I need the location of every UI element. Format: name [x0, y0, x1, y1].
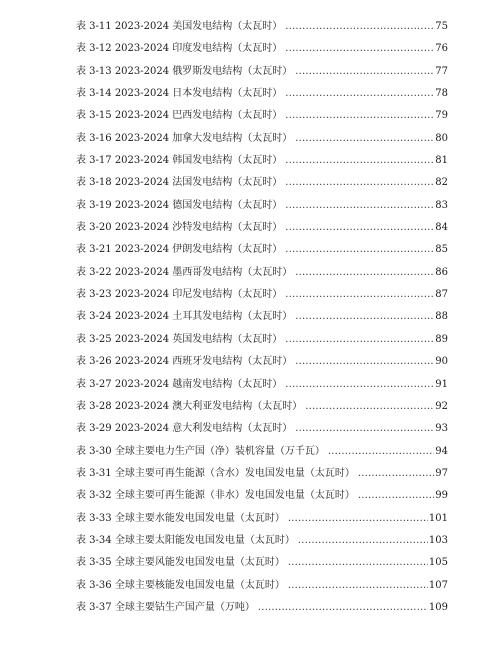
- toc-entry-label: 表 3-19 2023-2024 德国发电结构（太瓦时）: [76, 199, 283, 211]
- toc-leader-dots: [288, 557, 428, 569]
- toc-entry-label: 表 3-29 2023-2024 意大利发电结构（太瓦时）: [76, 423, 293, 435]
- toc-leader-dots: [285, 200, 434, 212]
- toc-entry-label: 表 3-33 全球主要水能发电国发电量（太瓦时）: [76, 512, 285, 524]
- toc-entry-label: 表 3-27 2023-2024 越南发电结构（太瓦时）: [76, 378, 283, 390]
- toc-entry[interactable]: [76, 110, 448, 132]
- toc-leader-dots: [285, 177, 434, 189]
- toc-entry[interactable]: [76, 267, 448, 289]
- toc-entry[interactable]: [76, 88, 448, 110]
- toc-entry[interactable]: [76, 66, 448, 88]
- toc-page-number: 88: [435, 311, 448, 323]
- toc-page-number: 89: [435, 333, 448, 345]
- toc-entry-label: 表 3-13 2023-2024 俄罗斯发电结构（太瓦时）: [76, 65, 293, 77]
- toc-entry-label: 表 3-20 2023-2024 沙特发电结构（太瓦时）: [76, 222, 283, 234]
- toc-entry[interactable]: [76, 557, 448, 579]
- toc-leader-dots: [295, 133, 434, 145]
- toc-page-number: 79: [435, 110, 448, 122]
- toc-page-number: 97: [435, 467, 448, 479]
- toc-entry[interactable]: [76, 21, 448, 43]
- toc-leader-dots: [305, 401, 434, 413]
- toc-leader-dots: [285, 334, 434, 346]
- toc-entry-label: 表 3-12 2023-2024 印度发电结构（太瓦时）: [76, 43, 283, 55]
- toc-leader-dots: [258, 602, 428, 614]
- toc-entry-label: 表 3-34 全球主要太阳能发电国发电量（太瓦时）: [76, 534, 295, 546]
- toc-page-number: 101: [428, 512, 448, 524]
- toc-entry[interactable]: [76, 423, 448, 445]
- toc-leader-dots: [295, 423, 434, 435]
- toc-entry[interactable]: [76, 602, 448, 624]
- toc-entry[interactable]: [76, 311, 448, 333]
- toc-leader-dots: [288, 580, 428, 592]
- toc-leader-dots: [285, 43, 434, 55]
- toc-entry-label: 表 3-14 2023-2024 日本发电结构（太瓦时）: [76, 88, 283, 100]
- toc-entry-label: 表 3-32 全球主要可再生能源（非水）发电国发电量（太瓦时）: [76, 490, 355, 502]
- toc-page-number: 82: [435, 177, 448, 189]
- toc-entry[interactable]: [76, 468, 448, 490]
- toc-page-number: 76: [435, 43, 448, 55]
- toc-leader-dots: [285, 379, 434, 391]
- toc-entry-label: 表 3-23 2023-2024 印尼发电结构（太瓦时）: [76, 289, 283, 301]
- toc-page-number: 85: [435, 244, 448, 256]
- toc-page-number: 105: [428, 557, 448, 569]
- toc-page-number: 99: [435, 490, 448, 502]
- toc-entry-label: 表 3-11 2023-2024 美国发电结构（太瓦时）: [76, 21, 283, 32]
- toc-page-number: 107: [428, 579, 448, 591]
- toc-entry[interactable]: [76, 580, 448, 602]
- toc-leader-dots: [285, 21, 434, 33]
- table-of-contents: [76, 21, 448, 624]
- toc-leader-dots: [295, 66, 434, 78]
- toc-entry-label: 表 3-28 2023-2024 澳大利亚发电结构（太瓦时）: [76, 400, 303, 412]
- toc-entry-label: 表 3-35 全球主要风能发电国发电量（太瓦时）: [76, 557, 285, 569]
- toc-leader-dots: [288, 513, 428, 525]
- toc-leader-dots: [328, 446, 434, 458]
- toc-entry-label: 表 3-22 2023-2024 墨西哥发电结构（太瓦时）: [76, 266, 293, 278]
- toc-entry[interactable]: [76, 177, 448, 199]
- toc-leader-dots: [285, 244, 434, 256]
- toc-page-number: 78: [435, 88, 448, 100]
- toc-entry-label: 表 3-21 2023-2024 伊朗发电结构（太瓦时）: [76, 244, 283, 256]
- toc-entry-label: 表 3-18 2023-2024 法国发电结构（太瓦时）: [76, 177, 283, 189]
- toc-entry-label: 表 3-15 2023-2024 巴西发电结构（太瓦时）: [76, 110, 283, 122]
- toc-leader-dots: [295, 311, 434, 323]
- toc-page-number: 109: [428, 601, 448, 613]
- toc-entry[interactable]: [76, 513, 448, 535]
- toc-page-number: 75: [435, 21, 448, 32]
- toc-entry[interactable]: [76, 222, 448, 244]
- toc-page-number: 86: [435, 266, 448, 278]
- toc-leader-dots: [285, 155, 434, 167]
- toc-page-number: 91: [435, 378, 448, 390]
- toc-entry[interactable]: [76, 133, 448, 155]
- toc-leader-dots: [285, 289, 434, 301]
- toc-entry-label: 表 3-17 2023-2024 韩国发电结构（太瓦时）: [76, 155, 283, 167]
- toc-page-number: 103: [428, 534, 448, 546]
- toc-leader-dots: [295, 356, 434, 368]
- toc-entry[interactable]: [76, 356, 448, 378]
- toc-page-number: 87: [435, 289, 448, 301]
- toc-entry-label: 表 3-26 2023-2024 西班牙发电结构（太瓦时）: [76, 356, 293, 368]
- toc-page-number: 80: [435, 132, 448, 144]
- toc-entry-label: 表 3-36 全球主要核能发电国发电量（太瓦时）: [76, 579, 285, 591]
- toc-page-number: 84: [435, 222, 448, 234]
- toc-entry[interactable]: [76, 334, 448, 356]
- toc-entry[interactable]: [76, 490, 448, 512]
- toc-page-number: 77: [435, 65, 448, 77]
- toc-page-number: 93: [435, 423, 448, 435]
- toc-entry[interactable]: [76, 535, 448, 557]
- toc-page-number: 83: [435, 199, 448, 211]
- toc-entry[interactable]: [76, 244, 448, 266]
- toc-entry-label: 表 3-25 2023-2024 英国发电结构（太瓦时）: [76, 333, 283, 345]
- toc-leader-dots: [295, 267, 434, 279]
- toc-page-number: 92: [435, 400, 448, 412]
- toc-entry-label: 表 3-31 全球主要可再生能源（含水）发电国发电量（太瓦时）: [76, 467, 355, 479]
- toc-leader-dots: [358, 468, 434, 480]
- toc-entry[interactable]: [76, 379, 448, 401]
- toc-entry[interactable]: [76, 200, 448, 222]
- toc-page-number: 94: [435, 445, 448, 457]
- toc-leader-dots: [285, 222, 434, 234]
- toc-entry[interactable]: [76, 446, 448, 468]
- toc-entry-label: 表 3-30 全球主要电力生产国（净）装机容量（万千瓦）: [76, 445, 325, 457]
- toc-entry-label: 表 3-37 全球主要钴生产国产量（万吨）: [76, 601, 255, 613]
- toc-leader-dots: [298, 535, 428, 547]
- toc-page-number: 90: [435, 356, 448, 368]
- toc-leader-dots: [358, 490, 434, 502]
- toc-leader-dots: [285, 88, 434, 100]
- toc-entry[interactable]: [76, 155, 448, 177]
- toc-entry-label: 表 3-24 2023-2024 土耳其发电结构（太瓦时）: [76, 311, 293, 323]
- toc-page-number: 81: [435, 155, 448, 167]
- toc-entry[interactable]: [76, 43, 448, 65]
- toc-entry[interactable]: [76, 401, 448, 423]
- toc-entry[interactable]: [76, 289, 448, 311]
- toc-leader-dots: [285, 110, 434, 122]
- toc-entry-label: 表 3-16 2023-2024 加拿大发电结构（太瓦时）: [76, 132, 293, 144]
